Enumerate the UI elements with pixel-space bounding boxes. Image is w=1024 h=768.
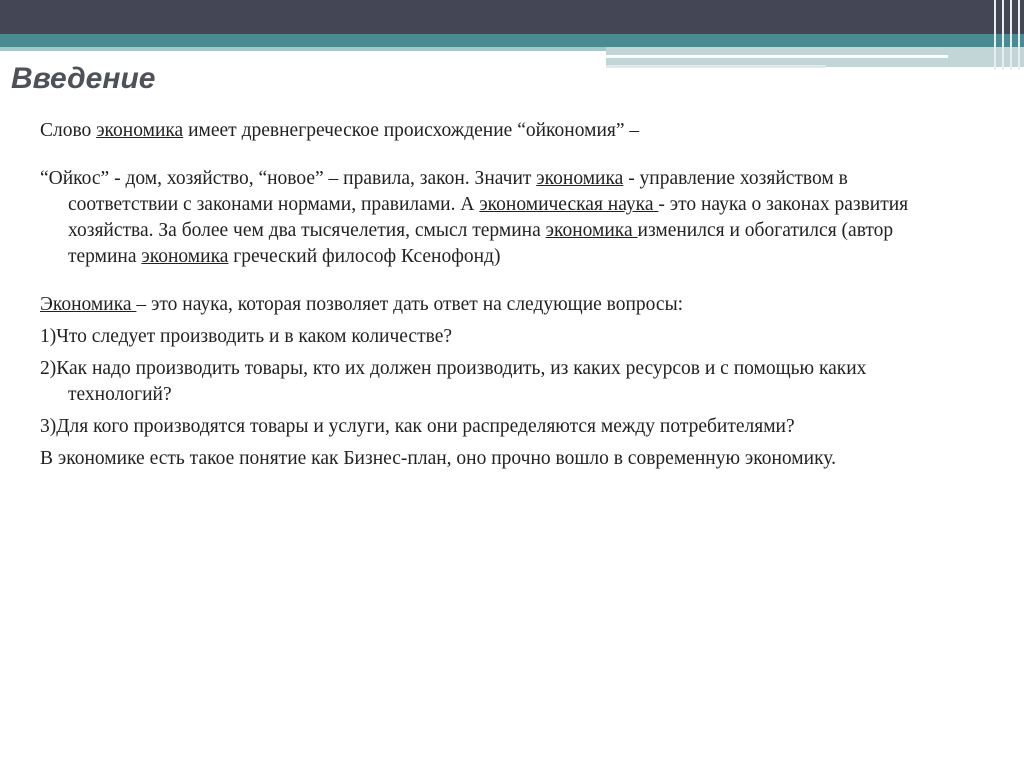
underlined-term: Экономика — [40, 294, 137, 315]
paragraph-origin — [40, 118, 940, 144]
text-segment: изменился и обогатился (автор термина — [68, 220, 894, 267]
underlined-term: экономика — [545, 220, 638, 241]
paragraph-oikos — [40, 166, 940, 270]
underlined-term: экономика — [141, 246, 229, 267]
header-stripe — [994, 0, 996, 70]
header-stripe — [1002, 0, 1004, 70]
header-stripe — [1010, 0, 1012, 70]
text-segment: “Ойкос” - дом, хозяйство, “новое” – правила, закон. Значит — [40, 168, 537, 189]
underlined-term: экономика — [536, 168, 624, 189]
slide-title: Введение — [11, 62, 156, 95]
question-3: 3)Для кого производятся товары и услуги, как они распределяются между потребителями? — [40, 416, 795, 437]
text-segment: греческий философ Ксенофонд) — [228, 246, 501, 267]
header-right-line — [606, 65, 826, 68]
question-1: 1)Что следует производить и в каком количестве? — [40, 326, 453, 347]
paragraph-definition — [40, 292, 940, 318]
text-segment: имеет древнегреческое происхождение “ойкономия” – — [183, 120, 640, 141]
underlined-term: экономическая наука — [479, 194, 659, 215]
slide-body — [40, 118, 940, 478]
question-2: 2)Как надо производить товары, кто их должен производить, из каких ресурсов и с помощью каких технологий? — [40, 358, 867, 405]
text-segment: - это наука о законах развития хозяйства. За более чем два тысячелетия, смысл термина — [68, 194, 909, 241]
text-segment: Слово — [40, 120, 97, 141]
header-band-dark — [0, 0, 1024, 34]
paragraph-business-plan: В экономике есть такое понятие как Бизнес-план, оно прочно вошло в современную экономику. — [40, 448, 836, 469]
underlined-term: экономика — [96, 120, 184, 141]
text-segment: – это наука, которая позволяет дать ответ на следующие вопросы: — [136, 294, 684, 315]
header-band-teal — [0, 34, 1024, 47]
text-segment: - управление хозяйством в соответствии с законами нормами, правилами. А — [68, 168, 848, 215]
header-stripe — [1018, 0, 1020, 70]
header-right-line — [606, 55, 948, 58]
